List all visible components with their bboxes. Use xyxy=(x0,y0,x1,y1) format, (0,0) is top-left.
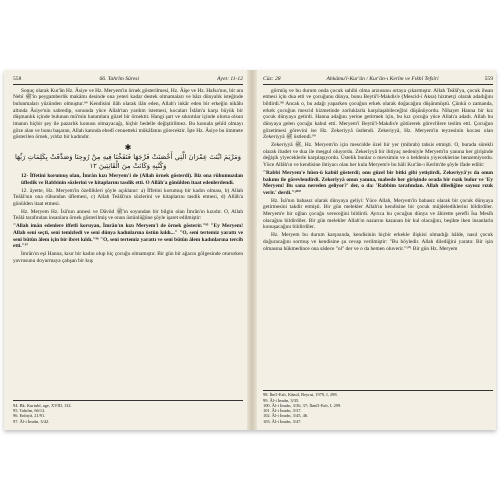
paragraph: Sonuç olarak Kur'ân Hz. Âsiye ve Hz. Meryem'in örnek gösterilmesi, Hz. Âişe ve Hz. Hafsa'nın, bir ara Nebî ﷺ'in peygamberlik makâmı desinde ona yeteri kadar destek olmamaları ve bâzı dünyalık isteğinde bulunmaları yüzünden olmuştur.⁹⁴ Kendisini ilâh olarak ilân eden, Allah'ı inkâr eden bir erkeğin nikâhı altında Âsiye'nin sabredip, sonunda yüce Allah'tan yardım istemesi, kocaları İslâm'a karşı büyük bir düşmanlık içinde bulunan mü'min hanımlara güzel bir örnektir. Hangi şart ve sıkıntılar içinde olursa olsun imanın hiçbir şey ile pazarlık konusu olmayacağı, hiçbir bedelle değiştirilmez. Bu konuda şehîd olmayı göze alan ve bunu başaran, Allah katında ebedî cennetteki mükâfatını görecektir. İşte Hz. Âsiye bu ümmete gösterilen örnek, yıldız bir kadındır. xyxy=(13,87,243,141)
page-number: 558 xyxy=(13,76,22,82)
page-number: 559 xyxy=(484,76,493,82)
footnote: 94. Bk. Kurtubî, age, XVIII, 132. xyxy=(13,402,72,408)
paragraph: Hz. İsâ'nın babasız olarak dünyaya geliyi: Yüce Allah, Meryem'in babasız olarak bir çocuk dünyaya getirmesini takdir etmişti. Bir gün melekler Allah'ın kendisine bir çocuk müjdelediklerini bildirdiler. Meryem'e bir oğlan çocuğu vereceğini bildirdi. Ayrıca bu çocuğun dünya ve âhirette şerefli İsa Mesîh olacağını bildirdiler. Bir gün melekler Allah'ın nazarını kazanan bir kul olacağını, beşikte iken insanlarla konuşacağını bildirdiler. xyxy=(263,197,493,231)
paragraph: Hz. Meryem Hz. İsâ'nın annesi ve Dâvûd ﷺ'ın soyundan bir bilgin olan İmrân'ın kızıdır. O, Allah Teâlâ tarafından insanlara örnek gösterilmiş ve onun üstünlüğüne şöyle işaret edilmiştir: xyxy=(13,208,243,222)
footnotes xyxy=(263,390,493,424)
arabic-verse: وَمَرْيَمَ ابْنَتَ عِمْرَانَ الَّتِي أَحْصَنَتْ فَرْجَهَا فَنَفَخْنَا فِيهِ مِنْ رُوحِنَا وَصَدَّقَتْ بِكَلِمَاتِ رَبِّهَا وَكُتُبِهِ وَكَانَتْ مِنَ الْقَانِتِينَ ١٢ xyxy=(14,152,242,170)
paragraph: 12. âyette, Hz. Meryem'in özellikleri şöyle açıklanır: a) İffetini korumuş bir kadın olması, b) Allah Teâlâ'nın ona rûhundan üflemesi, c) Allah Teâlâ'nın sözlerini ve kitaplarını tasdik etmesi, d) Allâh'a gönülden itaat etmesi. xyxy=(13,187,243,207)
footnote: 96. Enbiyâ, 21/91. xyxy=(13,413,46,419)
footnote: 99. Âl-i İmrân, 3/35. xyxy=(263,397,300,403)
footnotes xyxy=(13,400,243,424)
paragraph: görmüş ve bu durum onda çocuk sahibi olma arzusunu ortaya çıkarmıştır. Allah Teâlâ'ya, çocuk ihsan etmesi için dua etti ve çocuğunu dünya, bunu Beytü'l-Makdis'e (Mescid-i Aksa) hizmetçi olarak adadığını bildirdi.⁹⁸ Ancak o, bu adağı yaparken çocuğun erkek olarak doğacağını düşünmüştü. Çünkü o zamanda, erkek çocuğun mescid hizmetinde zorluklarla karşılaşabileceğini düşünüyordu. Nihayet Hanna bir kız çocuk dünyaya getirdi. Hanna adağını yerine getirmek için, bu kız çocuğu yüce Allah'a adadı. Allah bu dünyaya gelen çocuğu kabul etti. Meryem'i Beytü'l-Makdis'e götürerek görevlilere teslim etti. Çocuğun gözetimesi görevini ise Hz. Zekeriyyâ üstlendi. Zekeriyyâ, Hz. Meryem'in teyzesinin kocası olan Zekeriyyâ ﷺ üstlendi.⁹⁹ xyxy=(263,87,493,141)
paragraph: Hz. Meryem bu durum karşısında, kendisinin hiçbir erkekle ilişkisi olmadığı hâlde, nasıl çocuk doğuracağını sormuş ve kendisine şu cevap verilmiştir: "Bu böyledir. Allah dilediğini yaratır. Bir işin olmasına hükmedince ona sâdece "ol" der ve o da hemen oluverir."¹⁰¹ Bir gün Hz. Meryem xyxy=(263,232,493,252)
book-gutter xyxy=(247,70,257,430)
verse-range: Âyet: 11-12 xyxy=(217,76,243,82)
chapter-title: 66. Tahrîm Sûresi xyxy=(99,76,140,82)
left-page xyxy=(13,76,243,426)
bold-quote: "Rabbi Meryem'e hüsn-ü kabûl gösterdi; onu güzel bir bitki gibi yetiştirdi, Zekeriyyâ'yı da onun bakımı ile görevlendirdi. Zekeriyyâ onun yanına, mabede her girişinde orada bir rızık bulur ve 'Ey Meryem! Bu sana nereden geliyor?' der, o da: 'Rabbim tarafından. Allah dilediğine sayısız rızık verir.' derdi."¹⁰⁰ xyxy=(263,169,493,196)
bold-quote: "Allah imân edenlere iffetli koruyan, İmrân'ın kızı Meryem'i de örnek gösterir."⁹⁵ "Ey Meryem! Allah seni seçti, seni temizledi ve seni dünya kadınlarına üstün kıldı..." "O, seni tertemiz yarattı ve seni bütün âlem için bir ibret kıldı."⁹⁶ "O, seni tertemiz yarattı ve seni bütün âlem kadınlarına tercih etti."⁹⁷ xyxy=(13,223,243,250)
book-title: Ahkâmu'l-Kur'ân / Kur'ân-ı Kerîm ve Fıkhî Tefsîri xyxy=(326,76,439,82)
footnote: 100. Âl-i İmrân, 3/36, 37; İbnü'l-Esîr, I, 299. xyxy=(263,402,342,408)
juz-label: Cüz: 28 xyxy=(263,76,281,82)
footnote: 98. İbn'l-Esîr, Kâmil, Beyrut, 1979, I, 298. xyxy=(263,392,338,398)
footnote: 95. Tahrîm, 66/12. xyxy=(13,408,46,414)
footnote: 101. Âl-i İmrân, 3/37. xyxy=(263,408,302,414)
footnote: 102. Âl-i İmrân, 3/45, 46. xyxy=(263,413,309,419)
left-page-header xyxy=(13,76,243,85)
verse-translation: 12- İffetini korumuş olan, İmrân kızı Meryem'i de (Allah örnek gösterdi). Biz ona rûhumuzdan üfledik ve Rabbinin sözlerini ve kitaplarını tasdik etti. O Allâh'a gönülden itaat edenlerdendi. xyxy=(21,173,243,186)
section-star-icon: ✱ xyxy=(124,142,132,152)
right-page xyxy=(263,76,493,426)
footnote: 103. Âl-i İmrân, 3/47. xyxy=(263,418,302,424)
right-page-header xyxy=(263,76,493,85)
footnote: 97. Âl-i İmrân, 3/42. xyxy=(13,418,50,424)
paragraph: İmrân'ın eşi Hanna, kısır bir kadın olup hiç çocuğu olmamıştır. Bir gün bir ağacın gölgesinde otururken yavrusunu doyurmaya çalışan bir kuş xyxy=(13,251,243,264)
paragraph: Zekeriyyâ ﷺ, Hz. Meryem'in için mescidde özel bir yer (mihrab) tahsis etmişti. O, burada sürekli olarak ibadet ve dua ile meşgul oluyordu. Zekeriyyâ bir ihtiyaç nedeniyle Meryem'in yanına her girişinde değişik yiyeceklerle karşılaşıyordu. Üstelik bunlar o mevsimin ve o beldenin yiyeceklerine benzemiyordu. Yüce Allâh'ın ve kendisine ihtiyacı olan her kula Meryem'e bu hâli Kur'ân-ı Kerîm'de şöyle ifade edilir: xyxy=(263,142,493,169)
open-book xyxy=(4,70,496,430)
